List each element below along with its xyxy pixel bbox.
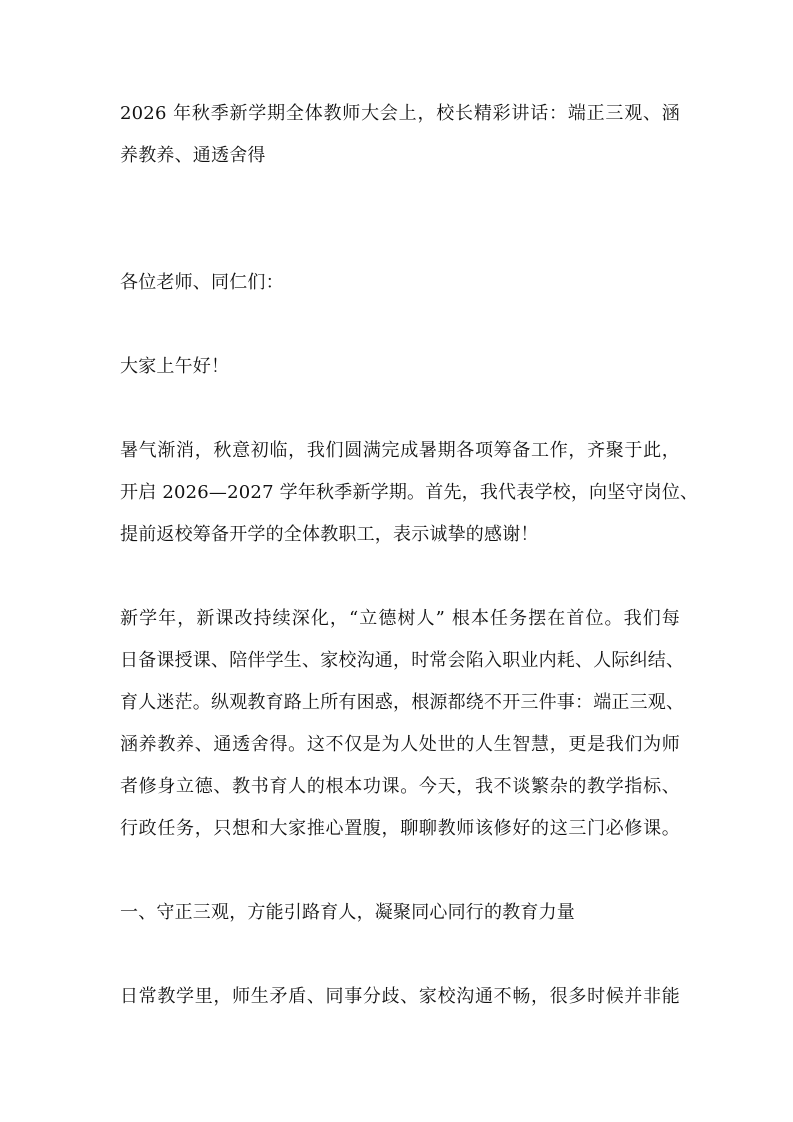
paragraph-2-line-4: 涵养教养、通透舍得。这不仅是为人处世的人生智慧，更是我们为师 <box>120 734 680 755</box>
paragraph-2-line-3: 育人迷茫。纵观教育路上所有困惑，根源都绕不开三件事：端正三观、 <box>120 692 685 713</box>
paragraph-1-line-1: 暑气渐消，秋意初临，我们圆满完成暑期各项筹备工作，齐聚于此， <box>120 440 680 461</box>
title-line-2: 养教养、通透舍得 <box>120 145 266 166</box>
greeting: 大家上午好！ <box>120 356 230 377</box>
paragraph-2-line-6: 行政任务，只想和大家推心置腹，聊聊教师该修好的这三门必修课。 <box>120 818 680 839</box>
paragraph-2-line-2: 日备课授课、陪伴学生、家校沟通，时常会陷入职业内耗、人际纠结、 <box>120 650 685 671</box>
paragraph-3-line-1: 日常教学里，师生矛盾、同事分歧、家校沟通不畅，很多时候并非能 <box>120 986 680 1007</box>
paragraph-2-line-5: 者修身立德、教书育人的根本功课。今天，我不谈繁杂的教学指标、 <box>120 776 680 797</box>
paragraph-1-line-2: 开启 2026—2027 学年秋季新学期。首先，我代表学校，向坚守岗位、 <box>120 482 699 503</box>
salutation: 各位老师、同仁们： <box>120 272 284 293</box>
section-1-heading: 一、守正三观，方能引路育人，凝聚同心同行的教育力量 <box>120 902 575 923</box>
paragraph-2-line-1: 新学年，新课改持续深化，“立德树人” 根本任务摆在首位。我们每 <box>120 608 680 629</box>
paragraph-1-line-3: 提前返校筹备开学的全体教职工，表示诚挚的感谢！ <box>120 524 539 545</box>
title-line-1: 2026 年秋季新学期全体教师大会上，校长精彩讲话：端正三观、涵 <box>120 103 680 124</box>
